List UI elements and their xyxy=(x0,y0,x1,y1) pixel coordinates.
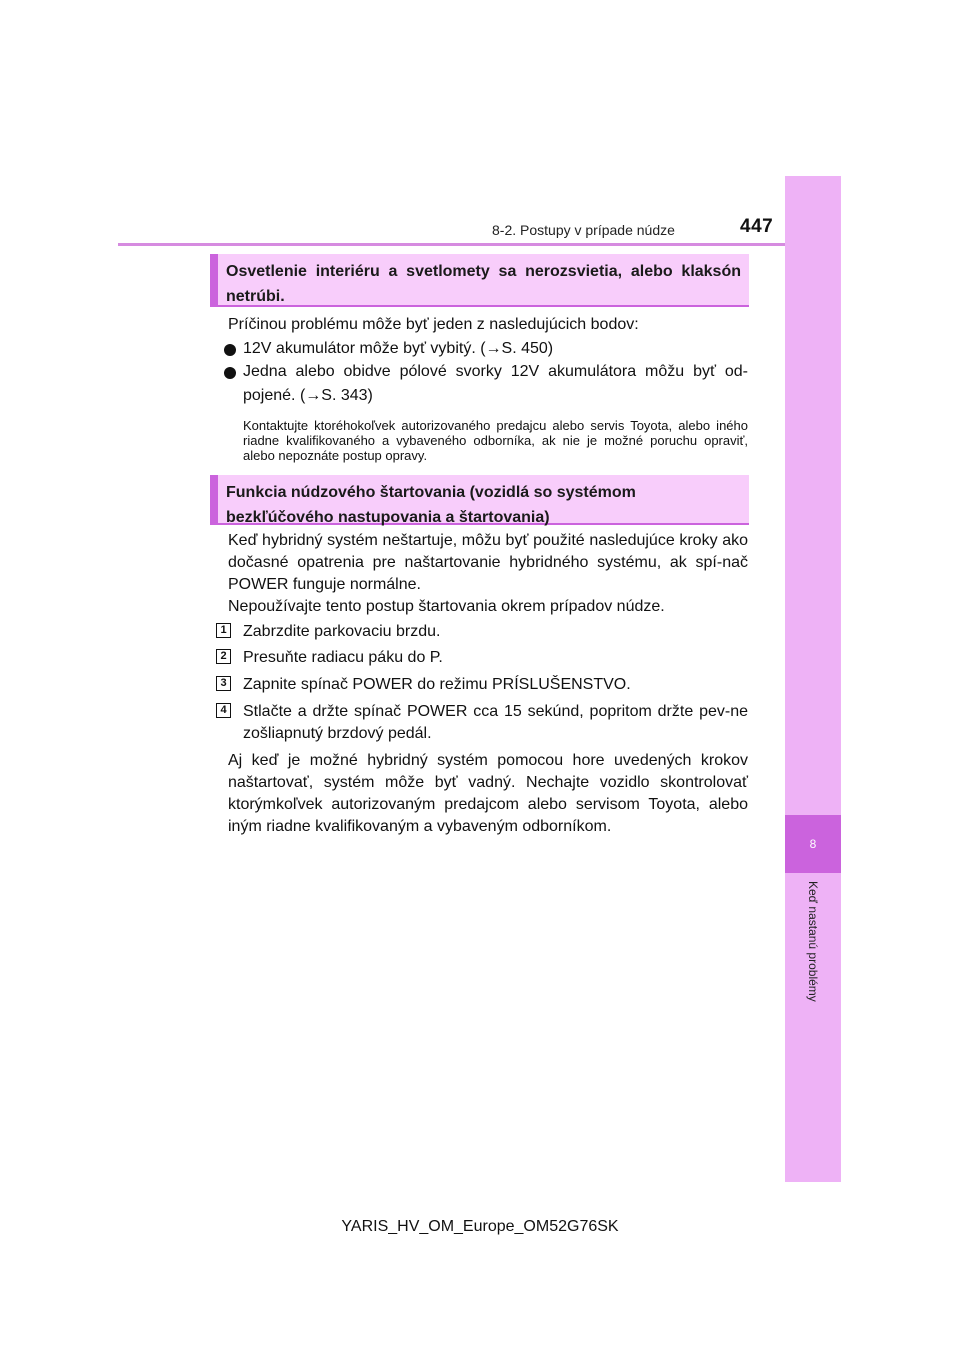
step-number-badge: 2 xyxy=(216,649,231,664)
section-heading-emergency-start xyxy=(210,475,749,525)
chapter-title: Keď nastanú problémy xyxy=(806,881,820,1002)
section-heading-lights-text: Osvetlenie interiéru a svetlomety sa nerozsvietia, alebo klaksón netrúbi. xyxy=(226,263,741,305)
bullet-icon xyxy=(224,344,236,356)
footer-document-code: YARIS_HV_OM_Europe_OM52G76SK xyxy=(341,1218,619,1235)
bullet-item: Jedna alebo obidve pólové svorky 12V akumulátora môžu byť od-pojené. (→S. 343) xyxy=(243,363,748,404)
section-heading-lights xyxy=(210,254,749,307)
step-number-badge: 1 xyxy=(216,623,231,638)
chapter-number-box xyxy=(785,815,841,873)
header-rule xyxy=(118,243,785,246)
header-section-title: 8-2. Postupy v prípade núdze xyxy=(492,222,675,238)
bullet-item: 12V akumulátor môže byť vybitý. (→S. 450) xyxy=(243,340,554,357)
step-number-badge: 4 xyxy=(216,703,231,718)
section1-intro: Príčinou problému môže byť jeden z nasledujúcich bodov: xyxy=(228,316,639,333)
step-text: Presuňte radiacu páku do P. xyxy=(243,649,443,666)
step-text: Zabrzdite parkovaciu brzdu. xyxy=(243,623,441,640)
step-text: Stlačte a držte spínač POWER cca 15 sekúnd, popritom držte pev-ne zošliapnutý brzdový pedál. xyxy=(243,703,748,742)
section2-intro: Keď hybridný systém neštartuje, môžu byť použité nasledujúce kroky ako dočasné opatrenia pre naštartovanie hybridného systému, ak spí-nač POWER funguje normálne. xyxy=(228,532,748,593)
section2-warning: Nepoužívajte tento postup štartovania okrem prípadov núdze. xyxy=(228,598,665,615)
bullet-icon xyxy=(224,367,236,379)
section1-note: Kontaktujte ktoréhokoľvek autorizovaného predajcu alebo servis Toyota, alebo iného riadne kvalifikovaného a vybaveného odborníka, ak nie je možné poruchu opraviť, alebo nepoznáte postup opravy. xyxy=(243,418,748,463)
step-text: Zapnite spínač POWER do režimu PRÍSLUŠENSTVO. xyxy=(243,676,631,693)
step-number-badge: 3 xyxy=(216,676,231,691)
section2-closing: Aj keď je možné hybridný systém pomocou hore uvedených krokov naštartovať, systém môže byť vadný. Nechajte vozidlo skontrolovať ktorýmkoľvek autorizovaným predajcom alebo servisom Toyota, alebo iným riadne kvalifikovaným a vybaveným odborníkom. xyxy=(228,752,748,835)
chapter-number: 8 xyxy=(809,837,817,851)
page-number: 447 xyxy=(740,216,774,237)
section-heading-line: Funkcia núdzového štartovania (vozidlá so systémom xyxy=(226,484,636,501)
section-heading-line: bezkľúčového nastupovania a štartovania) xyxy=(226,509,550,526)
chapter-title-container xyxy=(785,873,841,1033)
